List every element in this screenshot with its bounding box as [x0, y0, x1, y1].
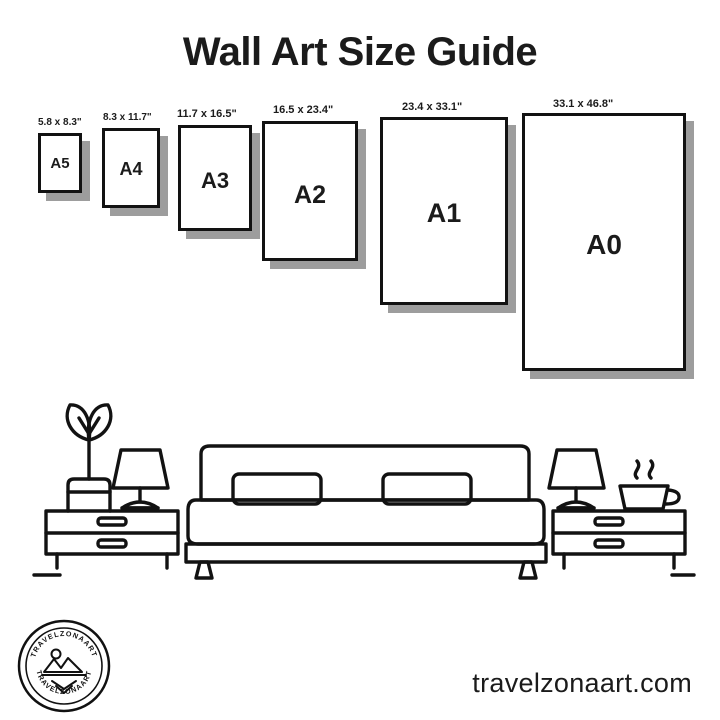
bed — [186, 446, 546, 578]
left-nightstand — [46, 511, 178, 568]
left-table-lamp — [113, 450, 168, 508]
frame-a0[interactable] — [522, 113, 686, 371]
bedroom-illustration — [0, 378, 720, 608]
frame-label-a0: A0 — [586, 229, 622, 260]
size-dimensions-a2: 16.5 x 23.4" — [273, 104, 334, 116]
footer — [0, 608, 720, 720]
frame-label-a2: A2 — [294, 181, 326, 209]
frame-a4[interactable] — [102, 128, 160, 208]
size-dimensions-a3: 11.7 x 16.5" — [177, 108, 237, 120]
right-table-lamp — [549, 450, 604, 508]
logo-ring-text-bottom: TRAVELZONAART — [34, 669, 94, 697]
frame-a2[interactable] — [262, 121, 358, 261]
frame-label-a3: A3 — [200, 168, 230, 193]
frame-label-a5: A5 — [50, 155, 70, 172]
frame-a1[interactable] — [380, 117, 508, 305]
size-dimensions-a5: 5.8 x 8.3" — [38, 117, 82, 128]
frame-label-a1: A1 — [426, 198, 462, 228]
size-dimensions-a0: 33.1 x 46.8" — [553, 98, 614, 110]
moon-icon — [52, 650, 61, 659]
coffee-cup — [620, 461, 679, 509]
size-comparison-chart — [0, 100, 720, 400]
mountain-icon — [44, 658, 82, 672]
size-dimensions-a1: 23.4 x 33.1" — [402, 101, 463, 113]
right-nightstand — [553, 511, 685, 568]
frame-label-a4: A4 — [119, 159, 143, 179]
size-dimensions-a4: 8.3 x 11.7" — [103, 112, 152, 123]
page-title: Wall Art Size Guide — [182, 30, 538, 74]
frame-a3[interactable] — [178, 125, 252, 231]
logo-ring-text-top: TRAVELZONAART — [28, 628, 100, 659]
brand-logo — [16, 618, 112, 714]
flower-vase — [67, 405, 111, 511]
brand-website[interactable]: travelzonaart.com — [472, 668, 692, 698]
frame-a5[interactable] — [38, 133, 82, 193]
